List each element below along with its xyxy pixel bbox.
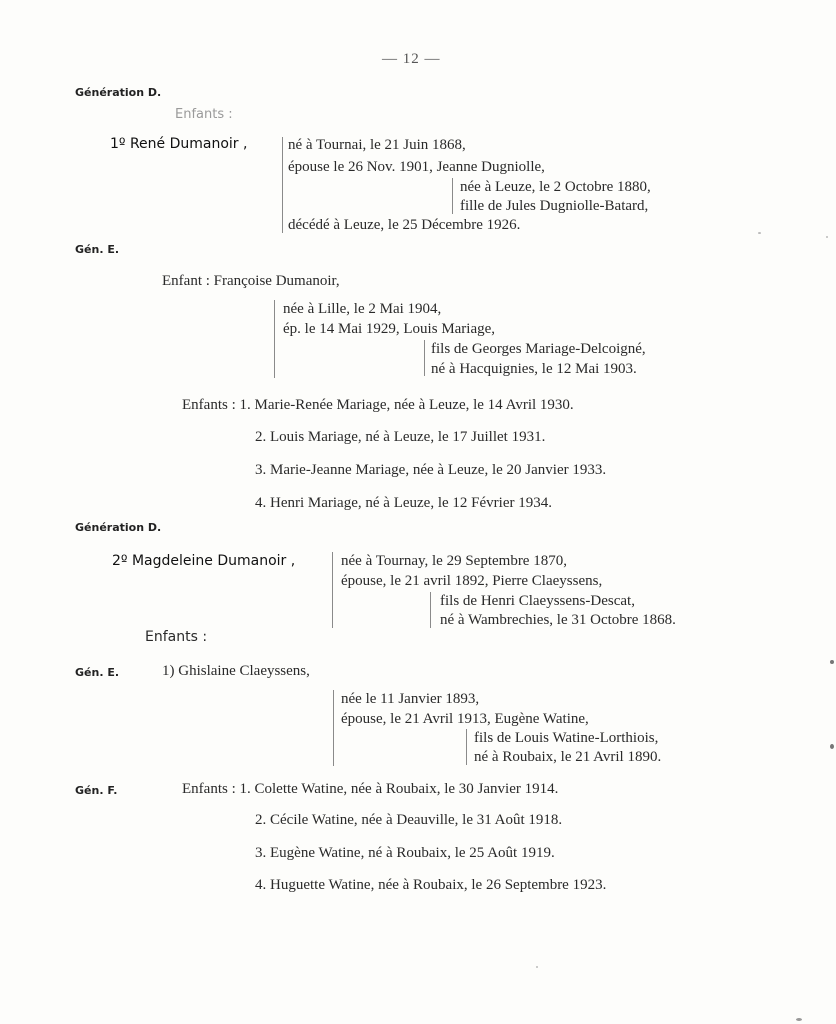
watine-child-3: 3. Eugène Watine, né à Roubaix, le 25 Août 1919. bbox=[255, 845, 555, 861]
generation-d-label: Génération D. bbox=[75, 521, 162, 534]
bracket-line bbox=[333, 690, 334, 766]
francoise-birth: née à Lille, le 2 Mai 1904, bbox=[283, 301, 442, 317]
rene-birth: né à Tournai, le 21 Juin 1868, bbox=[288, 137, 466, 153]
ghislaine-birth: née le 11 Janvier 1893, bbox=[341, 691, 480, 707]
scan-speck bbox=[830, 660, 834, 664]
enfants-label: Enfants : bbox=[145, 629, 208, 645]
bracket-line bbox=[452, 178, 453, 214]
bracket-line bbox=[424, 340, 425, 376]
ghislaine-claeyssens-title: 1) Ghislaine Claeyssens, bbox=[162, 663, 310, 679]
generation-f-label: Gén. F. bbox=[75, 784, 118, 797]
enfants-label: Enfants : bbox=[175, 107, 233, 122]
bracket-line bbox=[282, 137, 283, 233]
generation-e-label: Gén. E. bbox=[75, 243, 120, 256]
watine-child-1: Enfants : 1. Colette Watine, née à Roubaix, le 30 Janvier 1914. bbox=[182, 781, 559, 797]
mariage-child-1: Enfants : 1. Marie-Renée Mariage, née à Leuze, le 14 Avril 1930. bbox=[182, 397, 574, 413]
rene-marriage: épouse le 26 Nov. 1901, Jeanne Dugniolle, bbox=[288, 159, 545, 175]
pierre-father: fils de Henri Claeyssens-Descat, bbox=[440, 593, 635, 609]
francoise-marriage: ép. le 14 Mai 1929, Louis Mariage, bbox=[283, 321, 496, 337]
rene-dumanoir-name: 1º René Dumanoir , bbox=[110, 136, 248, 152]
mariage-child-3: 3. Marie-Jeanne Mariage, née à Leuze, le 20 Janvier 1933. bbox=[255, 462, 607, 478]
pierre-birth: né à Wambrechies, le 31 Octobre 1868. bbox=[440, 612, 676, 628]
watine-child-2: 2. Cécile Watine, née à Deauville, le 31 Août 1918. bbox=[255, 812, 563, 828]
mariage-child-2: 2. Louis Mariage, né à Leuze, le 17 Juillet 1931. bbox=[255, 429, 546, 445]
bracket-line bbox=[332, 552, 333, 628]
francoise-dumanoir-title: Enfant : Françoise Dumanoir, bbox=[162, 273, 340, 289]
scan-speck bbox=[826, 236, 828, 238]
ghislaine-marriage: épouse, le 21 Avril 1913, Eugène Watine, bbox=[341, 711, 589, 727]
magdeleine-marriage: épouse, le 21 avril 1892, Pierre Claeyssens, bbox=[341, 573, 603, 589]
magdeleine-birth: née à Tournay, le 29 Septembre 1870, bbox=[341, 553, 567, 569]
page-number: — 12 — bbox=[382, 51, 441, 67]
bracket-line bbox=[466, 729, 467, 765]
scan-speck bbox=[536, 966, 538, 968]
scan-speck bbox=[830, 744, 834, 749]
watine-child-4: 4. Huguette Watine, née à Roubaix, le 26 Septembre 1923. bbox=[255, 877, 607, 893]
bracket-line bbox=[274, 300, 275, 378]
eugene-father: fils de Louis Watine-Lorthiois, bbox=[474, 730, 659, 746]
louis-birth: né à Hacquignies, le 12 Mai 1903. bbox=[431, 361, 637, 377]
louis-father: fils de Georges Mariage-Delcoigné, bbox=[431, 341, 646, 357]
jeanne-birth: née à Leuze, le 2 Octobre 1880, bbox=[460, 179, 651, 195]
rene-death: décédé à Leuze, le 25 Décembre 1926. bbox=[288, 217, 521, 233]
generation-d-label: Génération D. bbox=[75, 86, 162, 99]
generation-e-label: Gén. E. bbox=[75, 666, 120, 679]
magdeleine-dumanoir-name: 2º Magdeleine Dumanoir , bbox=[112, 553, 296, 569]
bracket-line bbox=[430, 592, 431, 628]
scan-speck bbox=[796, 1018, 802, 1021]
mariage-child-4: 4. Henri Mariage, né à Leuze, le 12 Février 1934. bbox=[255, 495, 552, 511]
scan-speck bbox=[758, 232, 761, 234]
eugene-birth: né à Roubaix, le 21 Avril 1890. bbox=[474, 749, 662, 765]
jeanne-father: fille de Jules Dugniolle-Batard, bbox=[460, 198, 649, 214]
